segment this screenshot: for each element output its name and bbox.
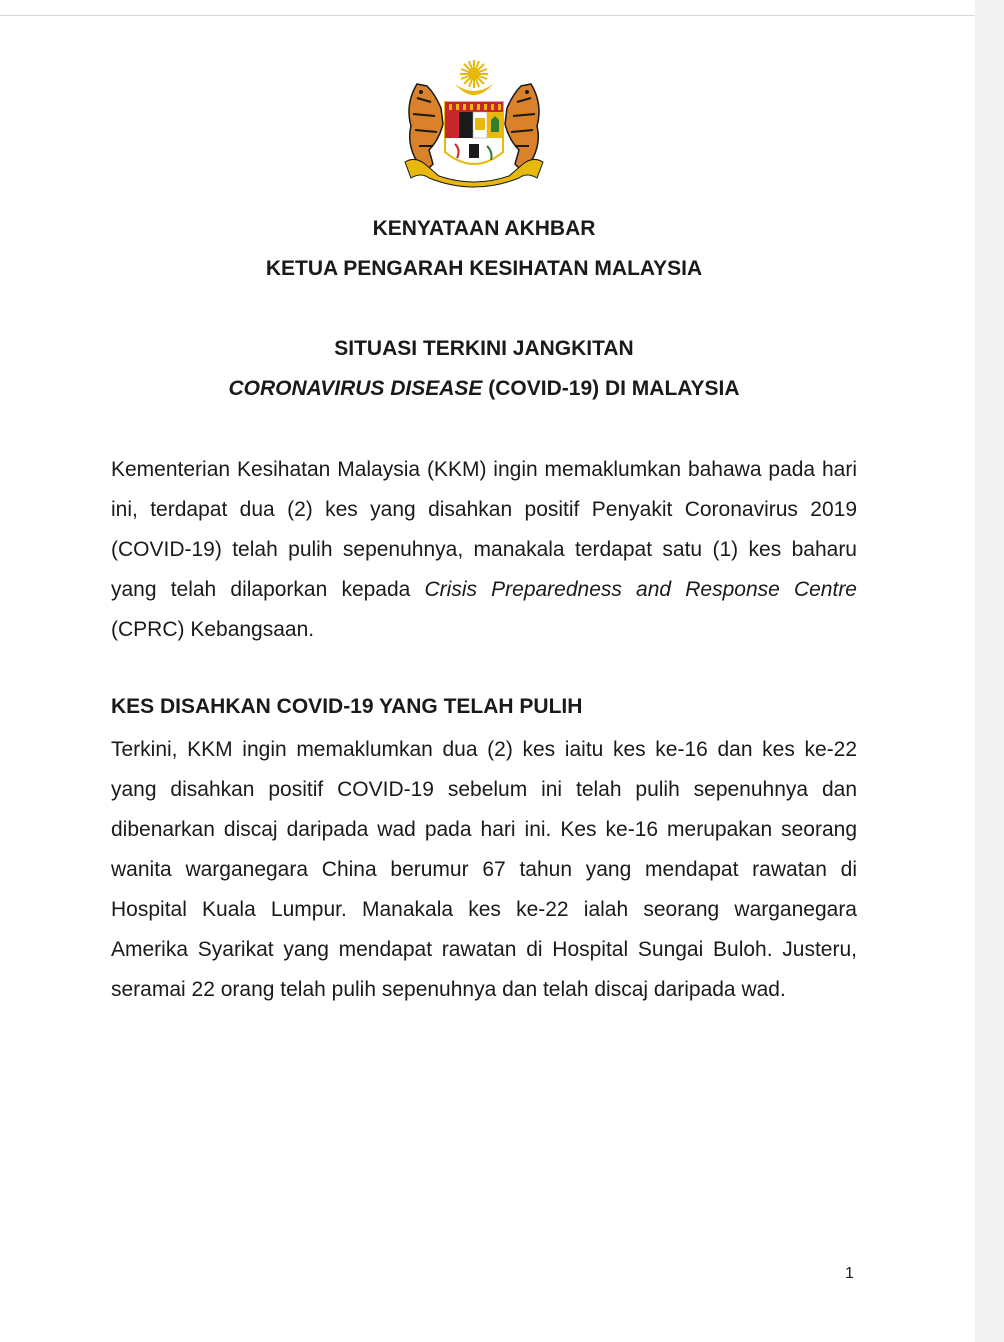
- section-title: KES DISAHKAN COVID-19 YANG TELAH PULIH: [111, 695, 583, 718]
- viewer-top-bar: [0, 0, 975, 16]
- intro-text-end: (CPRC) Kebangsaan.: [111, 618, 315, 641]
- heading-press-release: KENYATAAN AKHBAR: [372, 217, 596, 240]
- intro-text-start: Kementerian Kesihatan Malaysia (KKM) ingin memaklumkan bahawa pada hari ini, terdapat dua (2) kes yang disahkan positif Penyakit Coronavirus 2019 (COVID-19) telah pulih sepenuhnya, manakala terdapat satu (1) kes baharu yang telah dilaporkan kepada: [111, 458, 857, 601]
- section-body: Terkini, KKM ingin memaklumkan dua (2) kes iaitu kes ke-16 dan kes ke-22 yang disahkan positif COVID-19 sebelum ini telah pulih sepenuhnya dan dibenarkan discaj daripada wad pada hari ini. Kes ke-16 merupakan seorang wanita warganegara China berumur 67 tahun yang mendapat rawatan di Hospital Kuala Lumpur. Manakala kes ke-22 ialah seorang warganegara Amerika Syarikat yang mendapat rawatan di Hospital Sungai Buloh. Justeru, seramai 22 orang telah pulih sepenuhnya dan telah discaj daripada wad.: [111, 738, 857, 1001]
- heading-topic-line1: SITUASI TERKINI JANGKITAN: [334, 337, 634, 360]
- crest-star: [460, 60, 488, 88]
- heading-topic-italic: CORONAVIRUS DISEASE: [228, 377, 483, 400]
- crest-right-tiger: [505, 84, 539, 172]
- heading-issuer: KETUA PENGARAH KESIHATAN MALAYSIA: [265, 257, 703, 280]
- intro-paragraph: [111, 450, 857, 650]
- crest-shield: [445, 102, 503, 164]
- document-page: [0, 16, 975, 1342]
- coat-of-arms-icon: [395, 54, 553, 194]
- intro-text-italic: Crisis Preparedness and Response Centre: [424, 578, 857, 601]
- heading-topic-rest: (COVID-19) DI MALAYSIA: [482, 377, 740, 400]
- crest-left-tiger: [409, 84, 443, 172]
- heading-topic-line2: [0, 376, 968, 402]
- page-number: 1: [845, 1265, 854, 1282]
- viewer-scroll-gutter[interactable]: [975, 0, 1004, 1342]
